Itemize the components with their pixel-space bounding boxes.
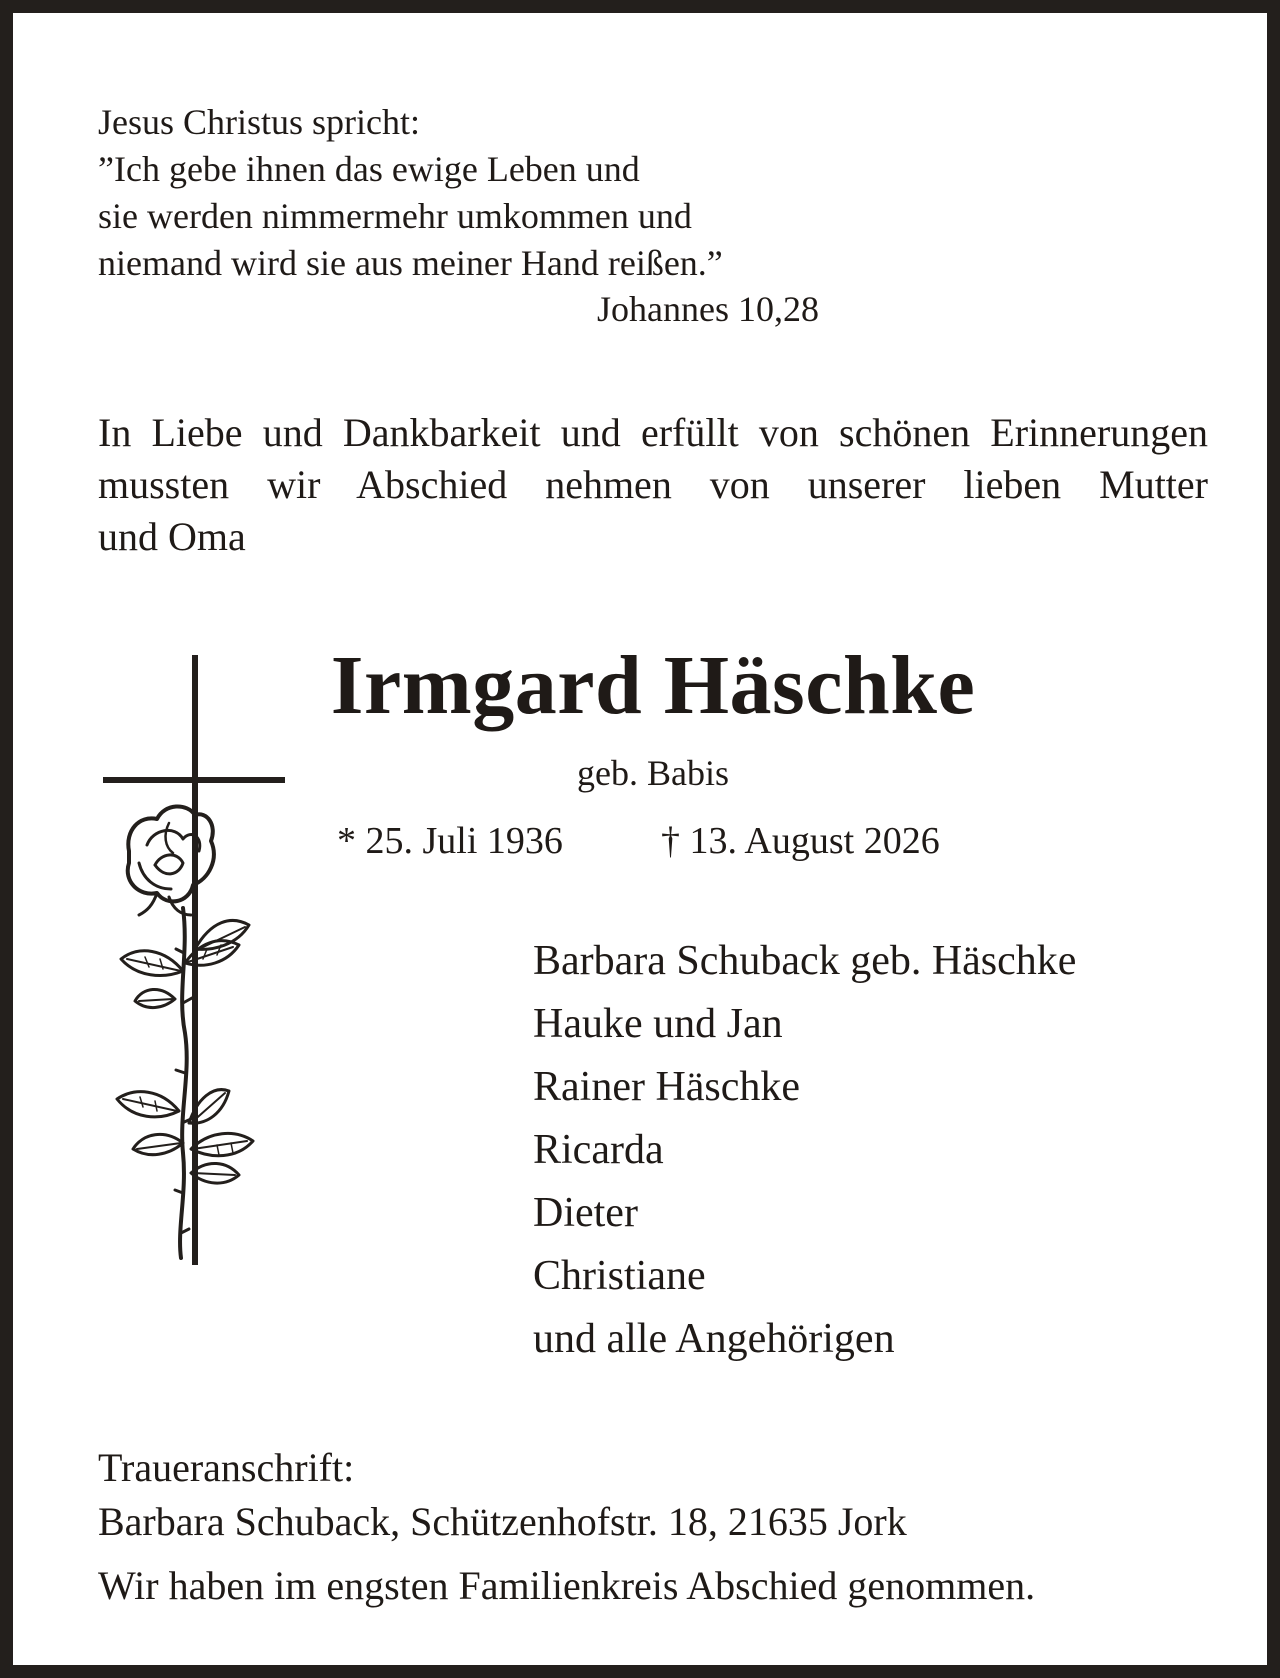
mourner-name: Christiane — [533, 1253, 706, 1299]
cross-with-rose-icon — [99, 653, 289, 1273]
closing-note: Wir haben im engsten Familienkreis Abschied genommen. — [98, 1563, 1036, 1608]
mourner-name: Dieter — [533, 1190, 638, 1236]
birth-date: * 25. Juli 1936 — [337, 820, 563, 862]
intro-line: mussten wir Abschied nehmen von unserer lieben Mutter — [98, 462, 1208, 507]
mourner-name: Hauke und Jan — [533, 1001, 783, 1047]
verse-line: sie werden nimmermehr umkommen und — [98, 196, 692, 236]
verse-line: niemand wird sie aus meiner Hand reißen.” — [98, 243, 723, 283]
intro-line: und Oma — [98, 514, 246, 559]
death-date: † 13. August 2026 — [661, 820, 940, 862]
mourner-name: Rainer Häschke — [533, 1064, 801, 1110]
mourning-address — [98, 1441, 907, 1549]
mourners-list — [533, 930, 1076, 1371]
mourner-name: Barbara Schuback geb. Häschke — [533, 938, 1077, 984]
address-value: Barbara Schuback, Schützenhofstr. 18, 21635 Jork — [98, 1499, 907, 1544]
address-label: Traueranschrift: — [98, 1445, 355, 1490]
mourner-name: und alle Angehörigen — [533, 1316, 895, 1362]
bible-verse — [98, 99, 723, 287]
verse-line: Jesus Christus spricht: — [98, 102, 421, 142]
intro-text — [98, 407, 1208, 563]
verse-line: ”Ich gebe ihnen das ewige Leben und — [98, 149, 640, 189]
verse-reference: Johannes 10,28 — [597, 289, 819, 329]
deceased-name: Irmgard Häschke — [330, 639, 976, 732]
maiden-name: geb. Babis — [577, 753, 729, 793]
mourner-name: Ricarda — [533, 1127, 664, 1173]
intro-line: In Liebe und Dankbarkeit und erfüllt von schönen Erinnerungen — [98, 410, 1208, 455]
